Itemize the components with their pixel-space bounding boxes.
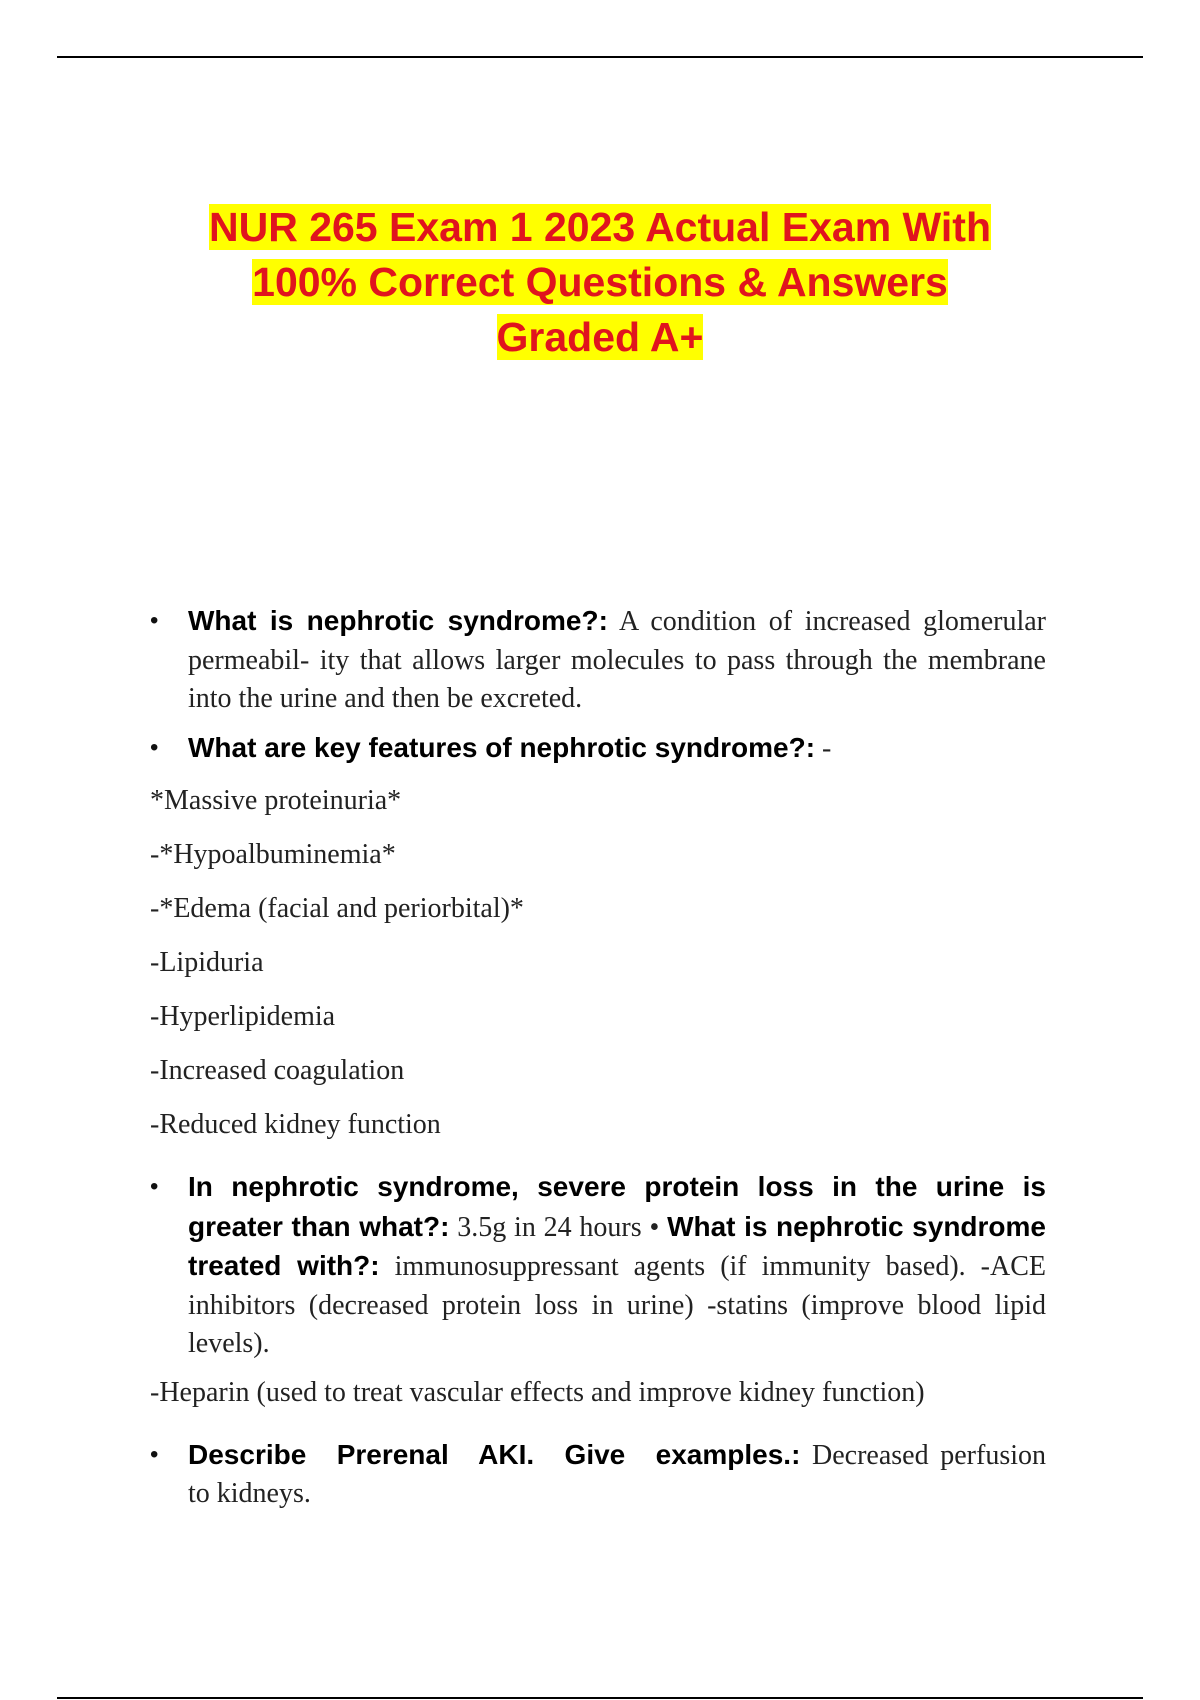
feature-line: *Massive proteinuria* — [150, 785, 402, 816]
document-title — [100, 200, 1100, 365]
feature-line: -Reduced kidney function — [150, 1109, 441, 1140]
feature-line: -Hyperlipidemia — [150, 1001, 336, 1032]
qa-item — [150, 1168, 1046, 1364]
feature-line: -Lipiduria — [150, 947, 264, 978]
answer-text: 3.5g in 24 hours • — [449, 1211, 668, 1243]
answer-text: immunosuppressant agents (if immunity based). -ACE inhibitors (decreased protein loss in urine) -statins (improve blood lipid levels). — [188, 1251, 1046, 1359]
qa-item — [150, 729, 1046, 769]
answer-text: Decreased perfusion to kidneys. — [188, 1439, 1046, 1509]
question-text: What is nephrotic syndrome treated with?: — [188, 1210, 1046, 1281]
qa-content — [150, 602, 1046, 1524]
feature-line: -*Hypoalbuminemia* — [150, 839, 396, 870]
title-line-2: 100% Correct Questions & Answers — [252, 259, 948, 305]
heparin-line: -Heparin (used to treat vascular effects and improve kidney function) — [150, 1376, 925, 1408]
title-line-3: Graded A+ — [496, 314, 704, 360]
answer-text: A condition of increased glomerular permeabil- ity that allows larger molecules to pass through the membrane into the urine and then be excreted. — [188, 606, 1046, 714]
answer-text: - — [815, 732, 832, 764]
top-rule — [57, 56, 1143, 58]
bottom-rule — [57, 1697, 1143, 1699]
qa-item — [150, 602, 1046, 719]
question-text: What is nephrotic syndrome?: — [188, 605, 608, 636]
feature-line: -Increased coagulation — [150, 1055, 405, 1086]
feature-line: -*Edema (facial and periorbital)* — [150, 893, 524, 924]
question-text: What are key features of nephrotic syndrome?: — [188, 731, 816, 763]
question-text: Describe Prerenal AKI. Give examples.: — [188, 1438, 801, 1470]
title-line-1: NUR 265 Exam 1 2023 Actual Exam With — [208, 204, 991, 250]
qa-item — [150, 1436, 1046, 1514]
question-text: In nephrotic syndrome, severe protein loss in the urine is greater than what?: — [188, 1171, 1046, 1242]
